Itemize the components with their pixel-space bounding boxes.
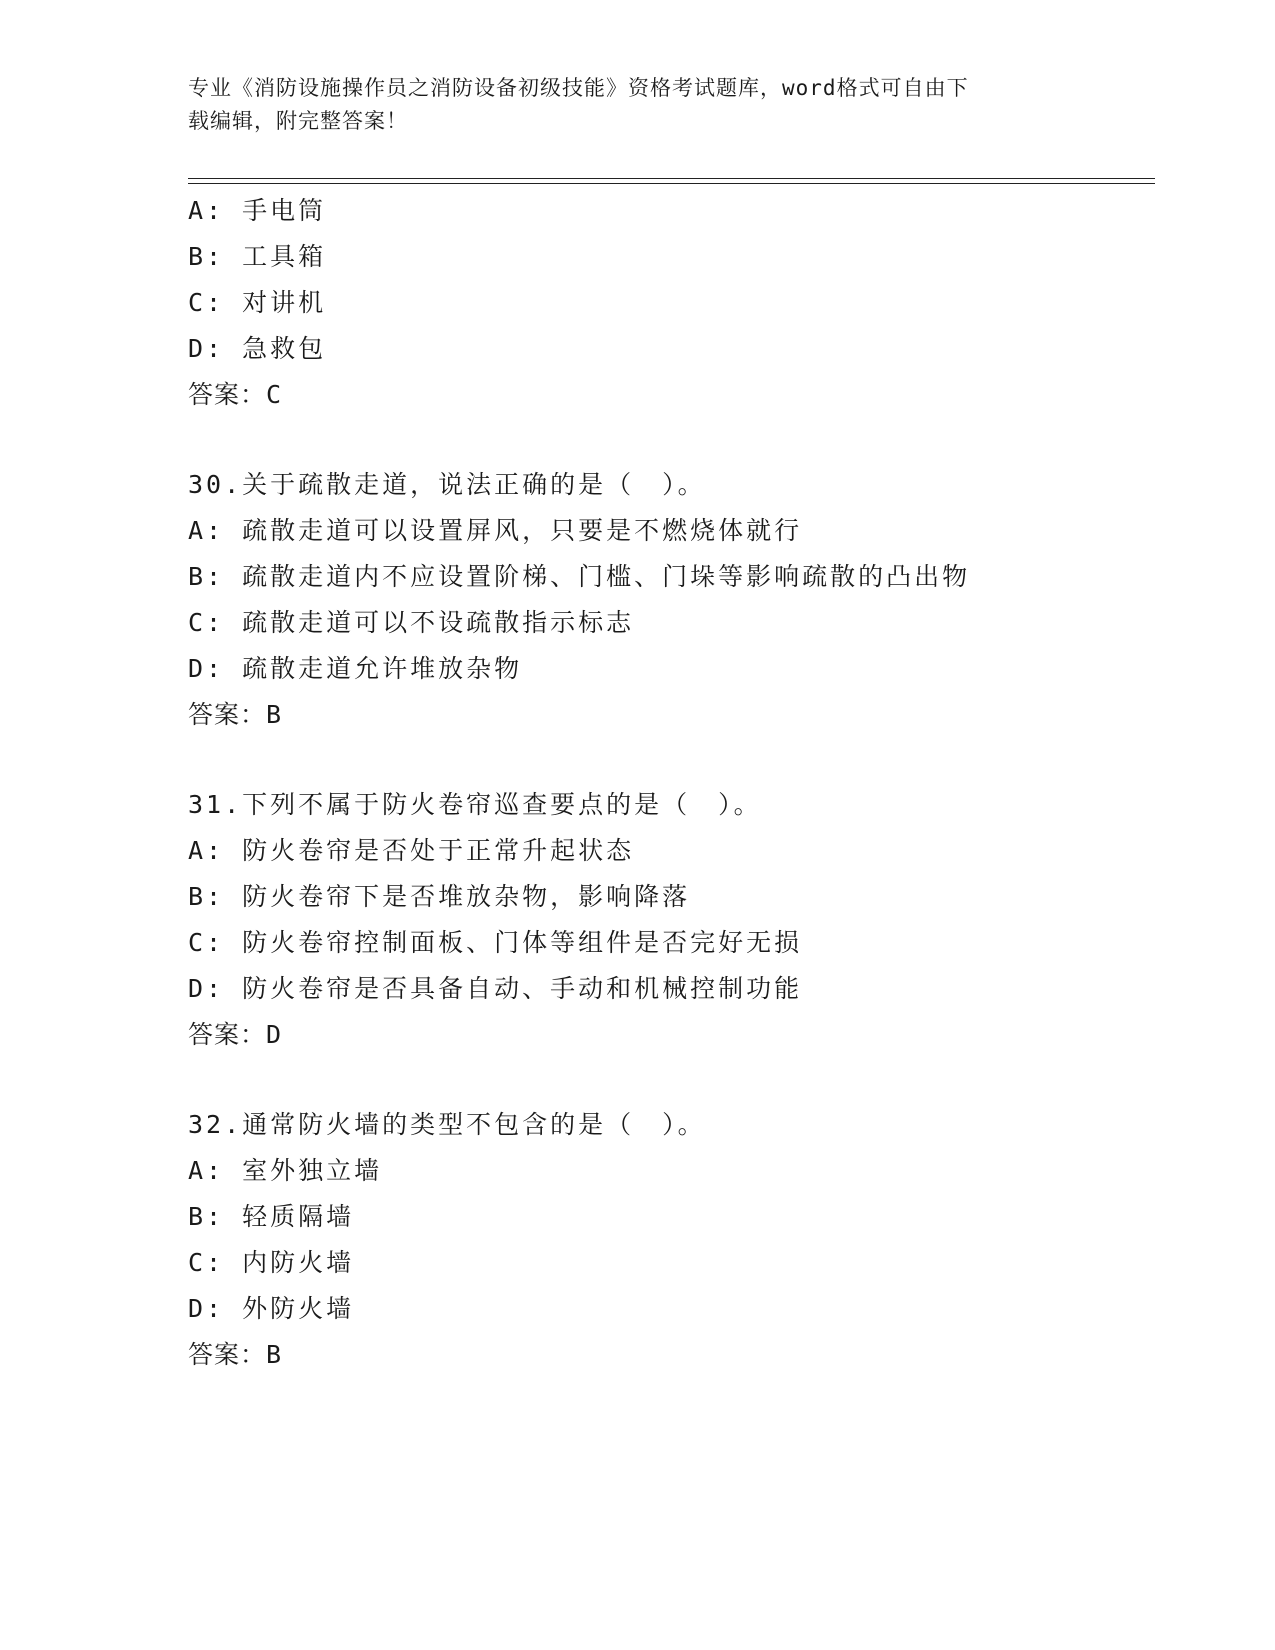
header-divider-top xyxy=(188,178,1155,179)
answer: 答案：B xyxy=(188,700,283,729)
option-d: D: 急救包 xyxy=(188,334,327,363)
option-b: B: 疏散走道内不应设置阶梯、门槛、门垛等影响疏散的凸出物 xyxy=(188,562,971,591)
option-c: C: 疏散走道可以不设疏散指示标志 xyxy=(188,608,635,637)
option-c: C: 对讲机 xyxy=(188,288,327,317)
option-b: B: 防火卷帘下是否堆放杂物，影响降落 xyxy=(188,882,691,911)
spacer xyxy=(188,1058,1148,1102)
question-list xyxy=(188,188,1148,1378)
question-30-block xyxy=(188,462,1148,738)
answer: 答案：C xyxy=(188,380,283,409)
option-c: C: 内防火墙 xyxy=(188,1248,355,1277)
answer: 答案：D xyxy=(188,1020,283,1049)
option-a: A: 室外独立墙 xyxy=(188,1156,383,1185)
option-d: D: 疏散走道允许堆放杂物 xyxy=(188,654,523,683)
option-b: B: 轻质隔墙 xyxy=(188,1202,355,1231)
header-line-2: 载编辑，附完整答案！ xyxy=(188,109,408,133)
question-31-block xyxy=(188,782,1148,1058)
option-c: C: 防火卷帘控制面板、门体等组件是否完好无损 xyxy=(188,928,803,957)
answer: 答案：B xyxy=(188,1340,283,1369)
question-32-block xyxy=(188,1102,1148,1378)
option-a: A: 手电筒 xyxy=(188,196,327,225)
question-29-block xyxy=(188,188,1148,418)
option-d: D: 外防火墙 xyxy=(188,1294,355,1323)
option-d: D: 防火卷帘是否具备自动、手动和机械控制功能 xyxy=(188,974,803,1003)
document-header xyxy=(188,72,1088,138)
question-text: 30.关于疏散走道，说法正确的是（ ）。 xyxy=(188,470,706,499)
header-line-1: 专业《消防设施操作员之消防设备初级技能》资格考试题库，word格式可自由下 xyxy=(188,76,969,100)
option-a: A: 防火卷帘是否处于正常升起状态 xyxy=(188,836,635,865)
spacer xyxy=(188,738,1148,782)
question-text: 32.通常防火墙的类型不包含的是（ ）。 xyxy=(188,1110,706,1139)
question-text: 31.下列不属于防火卷帘巡查要点的是（ ）。 xyxy=(188,790,762,819)
spacer xyxy=(188,418,1148,462)
header-divider-bottom xyxy=(188,183,1155,184)
option-a: A: 疏散走道可以设置屏风，只要是不燃烧体就行 xyxy=(188,516,803,545)
option-b: B: 工具箱 xyxy=(188,242,327,271)
